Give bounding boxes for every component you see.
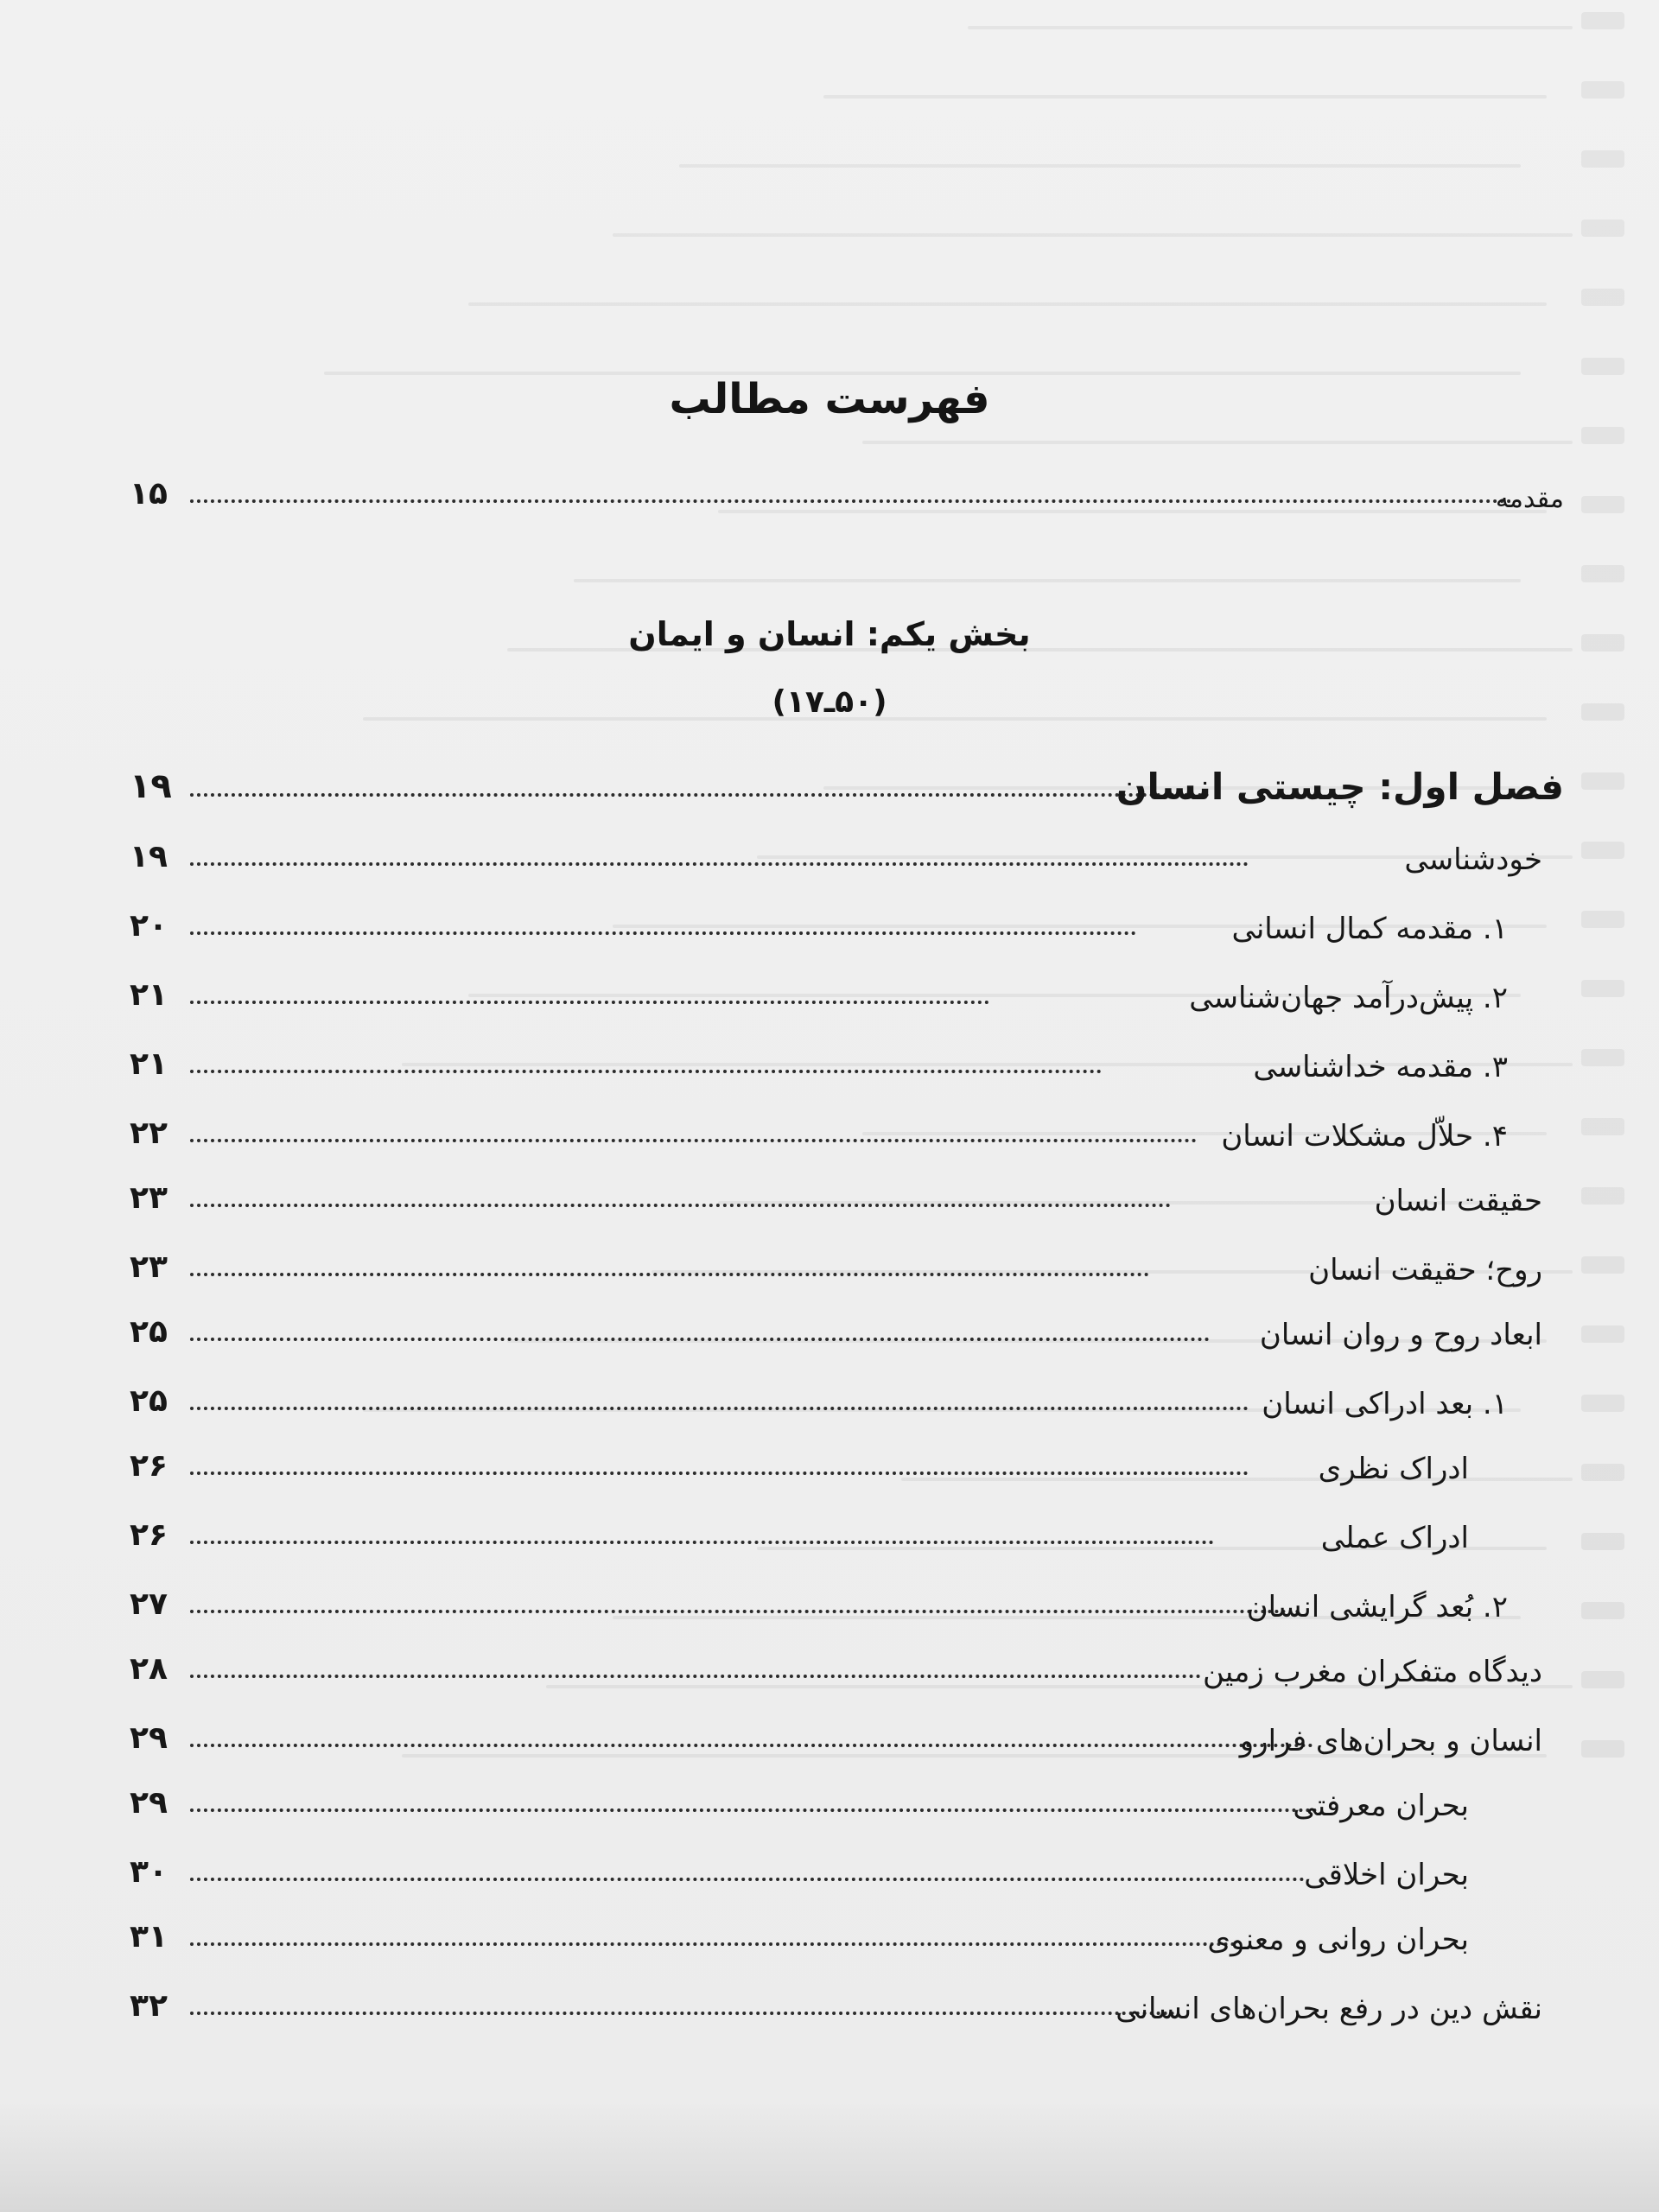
toc-entry-title: خودشناسی [1404, 842, 1542, 877]
toc-entry [130, 1979, 1659, 2029]
toc-entry [130, 1037, 1659, 1087]
toc-entry [130, 1910, 1659, 1960]
toc-page-number: ۲۹ [130, 1785, 168, 1821]
toc-entry-title: ۱. بعد ادراکی انسان [1262, 1386, 1508, 1421]
toc-entry [130, 1577, 1659, 1627]
dot-leader [190, 1808, 1318, 1812]
toc-entry-title: ۴. حلاّل مشکلات انسان [1221, 1118, 1508, 1154]
toc-page-number: ۲۸ [130, 1651, 168, 1687]
chapter-title: فصل اول: چیستی انسان [1116, 765, 1564, 808]
bleed-through-line [823, 95, 1547, 99]
bleed-through-line [679, 164, 1521, 168]
bleed-through-line [613, 233, 1573, 237]
toc-entry [130, 830, 1659, 880]
toc-entry [130, 1240, 1659, 1290]
toc-entry [130, 1776, 1659, 1826]
toc-entry-title: ۱. مقدمه کمال انسانی [1231, 911, 1508, 946]
bleed-through-number [1581, 12, 1624, 29]
toc-page-number: ۲۶ [130, 1517, 168, 1553]
toc-entry [130, 1374, 1659, 1424]
toc-entry [130, 1305, 1659, 1355]
toc-entry [130, 1845, 1659, 1895]
dot-leader [190, 1273, 1149, 1276]
toc-page-number: ۲۵ [130, 1383, 168, 1419]
toc-entry-title: ۲. بُعد گرایشی انسان [1246, 1589, 1508, 1624]
toc-page-number: ۱۹ [130, 766, 172, 806]
bleed-through-number [1581, 427, 1624, 444]
section-title: بخش یکم: انسان و ایمان [628, 615, 1031, 653]
dot-leader [190, 862, 1249, 866]
toc-page-number: ۲۹ [130, 1720, 168, 1756]
toc-page-number: ۳۲ [130, 1988, 168, 2024]
toc-entry-title: مقدمه [1495, 484, 1564, 514]
table-of-contents-title: فهرست مطالب [669, 375, 990, 423]
bleed-through-line [468, 302, 1547, 306]
toc-chapter-entry [130, 760, 1659, 810]
dot-leader [190, 793, 1210, 797]
dot-leader [190, 1407, 1249, 1410]
toc-entry-intro [130, 467, 1659, 517]
toc-entry-title: بحران روانی و معنوی [1207, 1922, 1469, 1957]
dot-leader [190, 499, 1512, 503]
bleed-through-number [1581, 81, 1624, 99]
dot-leader [190, 1204, 1171, 1207]
dot-leader [190, 1541, 1214, 1544]
toc-page-number: ۲۷ [130, 1586, 168, 1622]
toc-entry-title: بحران اخلاقی [1304, 1857, 1469, 1892]
toc-entry-title: بحران معرفتی [1293, 1788, 1469, 1823]
toc-entry [130, 1106, 1659, 1156]
toc-entry [130, 1642, 1659, 1692]
bleed-through-number [1581, 150, 1624, 168]
toc-page-number: ۲۳ [130, 1180, 168, 1216]
toc-page-number: ۲۱ [130, 977, 168, 1013]
toc-entry-title: حقیقت انسان [1374, 1183, 1542, 1218]
dot-leader [190, 1001, 989, 1004]
toc-entry-title: روح؛ حقیقت انسان [1308, 1252, 1542, 1287]
dot-leader [190, 931, 1136, 935]
toc-entry-title: ادراک عملی [1320, 1520, 1469, 1555]
toc-entry-title: انسان و بحران‌های فرارو [1239, 1723, 1542, 1758]
toc-entry [130, 1439, 1659, 1489]
toc-entry-title: ادراک نظری [1318, 1451, 1469, 1486]
toc-entry [130, 899, 1659, 949]
toc-page-number: ۳۰ [130, 1854, 168, 1890]
section-page-range: (۵۰ـ۱۷) [772, 684, 887, 720]
toc-entry-title: ابعاد روح و روان انسان [1259, 1317, 1542, 1352]
toc-entry-title: دیدگاه متفکران مغرب زمین [1202, 1654, 1542, 1689]
toc-page-number: ۲۲ [130, 1116, 168, 1151]
toc-entry-title: ۲. پیش‌درآمد جهان‌شناسی [1189, 980, 1508, 1015]
toc-page-number: ۲۶ [130, 1448, 168, 1484]
dot-leader [190, 1942, 1236, 1946]
toc-page-number: ۲۵ [130, 1314, 168, 1350]
toc-page-number: ۲۰ [130, 908, 168, 944]
dot-leader [190, 1675, 1201, 1678]
toc-page-number: ۱۹ [130, 839, 168, 874]
toc-entry-title: نقش دین در رفع بحران‌های انسانی [1116, 1991, 1542, 2026]
toc-entry [130, 1711, 1659, 1761]
bleed-through-line [862, 441, 1573, 444]
bleed-through-number [1581, 358, 1624, 375]
dot-leader [190, 1338, 1210, 1341]
toc-entry [130, 1171, 1659, 1221]
dot-leader [190, 1610, 1300, 1613]
toc-entry-title: ۳. مقدمه خداشناسی [1253, 1049, 1508, 1084]
toc-page-number: ۲۱ [130, 1046, 168, 1082]
toc-page-number: ۱۵ [130, 476, 168, 512]
dot-leader [190, 1139, 1197, 1142]
dot-leader [190, 1878, 1305, 1881]
bleed-through-number [1581, 565, 1624, 582]
dot-leader [190, 1471, 1249, 1475]
bleed-through-line [574, 579, 1521, 582]
bleed-through-number [1581, 219, 1624, 237]
dot-leader [190, 2012, 1175, 2015]
dot-leader [190, 1070, 1102, 1073]
toc-page-number: ۳۱ [130, 1919, 168, 1955]
toc-page-number: ۲۳ [130, 1249, 168, 1285]
bleed-through-number [1581, 289, 1624, 306]
dot-leader [190, 1744, 1313, 1747]
toc-entry [130, 1508, 1659, 1558]
bleed-through-line [968, 26, 1573, 29]
toc-entry [130, 968, 1659, 1018]
